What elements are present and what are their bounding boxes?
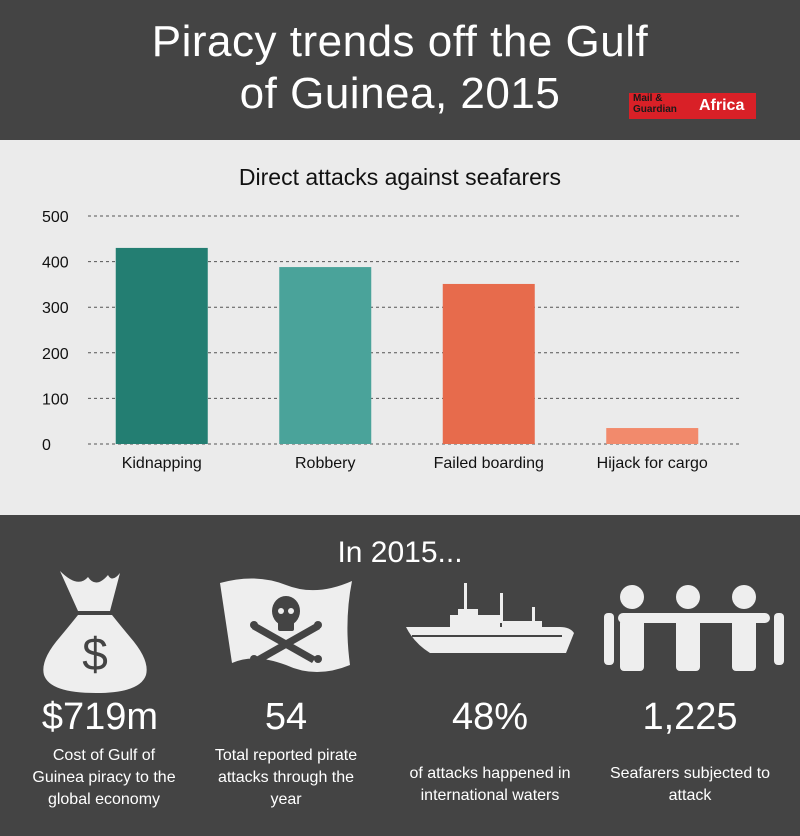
logo-text-africa: Africa — [699, 97, 745, 114]
stat-value: $719m — [41, 696, 159, 738]
mail-guardian-africa-logo — [629, 93, 756, 119]
money-bag-icon — [0, 515, 200, 695]
stat-value: 54 — [264, 696, 308, 738]
chart-title: Direct attacks against seafarers — [238, 164, 562, 190]
pirate-flag-icon — [186, 515, 386, 695]
y-tick-label: 300 — [42, 300, 69, 318]
stat-description-line: Cost of Gulf of — [52, 747, 156, 764]
stat-value: 48% — [451, 696, 529, 738]
summary-heading: In 2015... — [337, 536, 463, 569]
title-line-2: of Guinea, 2015 — [239, 69, 561, 118]
bar — [606, 428, 698, 444]
logo-text-mail: Mail & — [633, 93, 663, 104]
bar-chart — [0, 140, 800, 515]
stat-description-line: Guinea piracy to the — [32, 769, 176, 786]
stat-description-line: global economy — [47, 791, 161, 808]
people-icon — [590, 515, 800, 695]
bar — [116, 248, 208, 444]
summary-section — [0, 515, 800, 836]
bar — [443, 284, 535, 444]
y-tick-label: 200 — [42, 345, 69, 363]
stat-description-line: international waters — [420, 787, 560, 804]
header — [0, 0, 800, 140]
y-tick-label: 500 — [42, 209, 69, 226]
y-tick-label: 400 — [42, 254, 69, 272]
x-tick-label: Failed boarding — [433, 455, 544, 472]
stat-description — [390, 763, 590, 807]
stat-international-waters — [390, 515, 590, 836]
stat-seafarers — [590, 515, 790, 836]
bar — [279, 267, 371, 444]
stat-cost — [0, 515, 200, 836]
stat-description-line: of attacks happened in — [409, 765, 571, 782]
x-tick-label: Robbery — [295, 455, 356, 472]
svg-text:$: $ — [82, 628, 108, 680]
stat-description-line: Seafarers subjected to — [609, 765, 771, 782]
stat-description-line: year — [270, 791, 302, 808]
x-tick-label: Kidnapping — [121, 455, 202, 472]
logo-text-guardian: Guardian — [633, 104, 677, 115]
stat-description-line: Total reported pirate — [214, 747, 358, 764]
stat-description-line: attack — [668, 787, 712, 804]
x-tick-label: Hijack for cargo — [596, 455, 708, 472]
title-line-1: Piracy trends off the Gulf — [151, 17, 649, 66]
stat-description-line: attacks through the — [217, 769, 355, 786]
stat-description — [196, 745, 376, 811]
stat-description — [590, 763, 790, 807]
y-tick-label: 100 — [42, 391, 69, 409]
y-tick-label: 0 — [42, 437, 51, 454]
stat-description — [14, 745, 194, 811]
stat-attacks — [186, 515, 386, 836]
chart-panel — [0, 140, 800, 515]
ship-icon — [390, 515, 590, 695]
stat-value: 1,225 — [642, 696, 738, 738]
